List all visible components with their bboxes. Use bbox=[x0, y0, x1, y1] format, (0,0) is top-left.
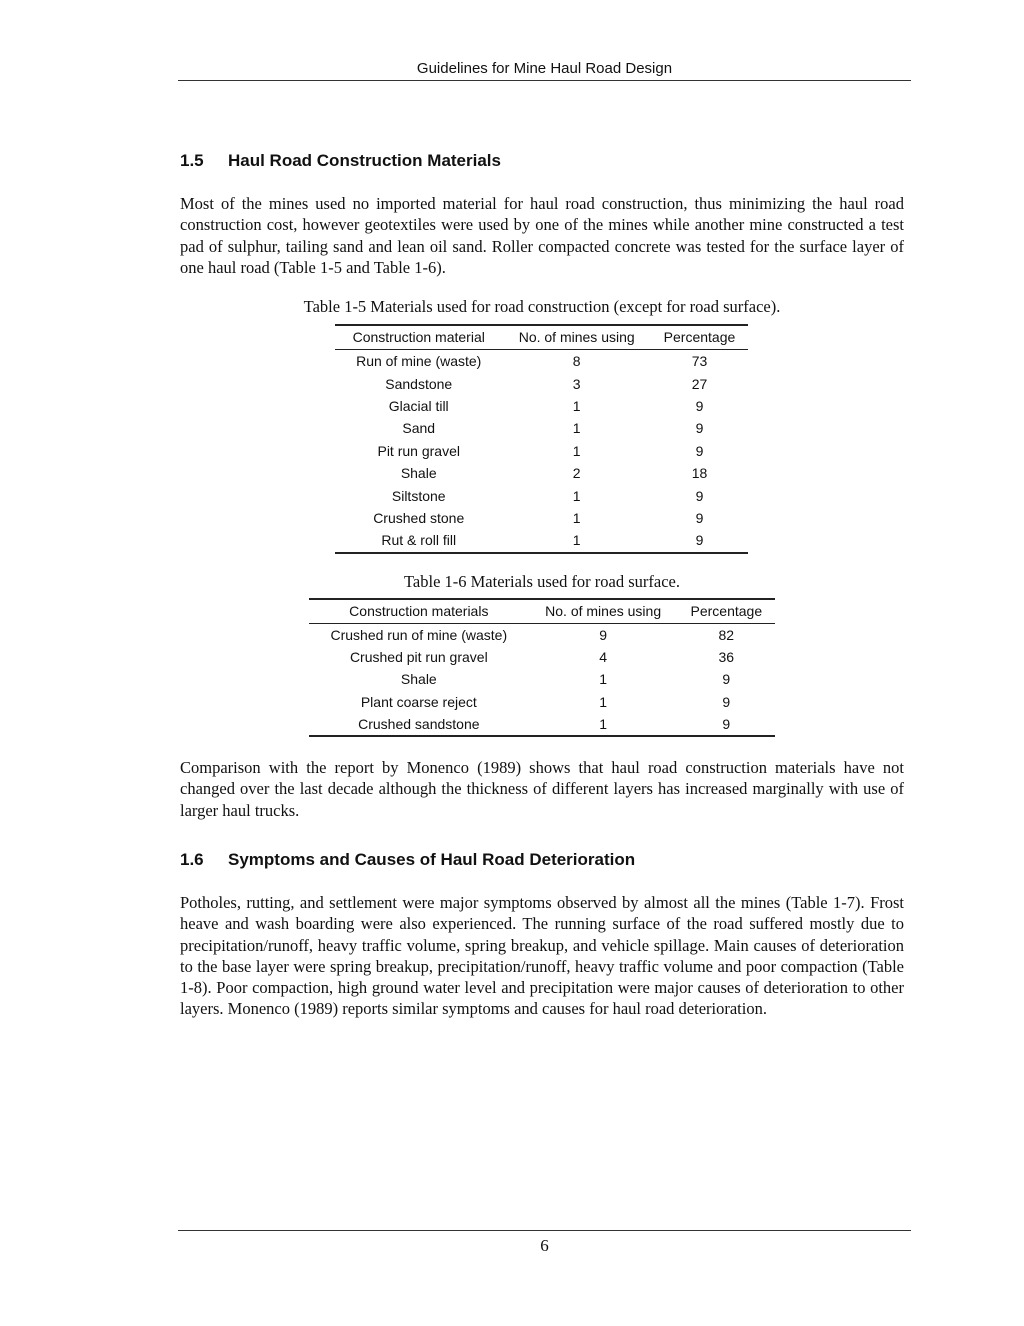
section-heading-1-6 bbox=[180, 850, 635, 870]
material-cell: Shale bbox=[400, 671, 437, 688]
count-cell: 8 bbox=[572, 353, 581, 370]
count-cell: 1 bbox=[599, 671, 608, 688]
column-header: No. of mines using bbox=[529, 599, 678, 624]
material-cell: Shale bbox=[400, 465, 437, 482]
percentage-cell: 73 bbox=[691, 353, 708, 370]
material-cell: Pit run gravel bbox=[377, 442, 460, 459]
section-number: 1.6 bbox=[180, 850, 204, 869]
count-cell: 1 bbox=[529, 713, 678, 736]
column-header: No. of mines using bbox=[502, 325, 651, 350]
table-row bbox=[309, 713, 775, 736]
percentage-cell: 18 bbox=[691, 465, 708, 482]
column-header: Percentage bbox=[678, 599, 775, 624]
material-cell: Plant coarse reject bbox=[360, 693, 477, 710]
comparison-paragraph: Comparison with the report by Monenco (1989) shows that haul road construction materials have not changed over the last decade although the thickness of different layers has increased marginally with use of larger haul trucks. bbox=[180, 758, 904, 820]
running-header: Guidelines for Mine Haul Road Design bbox=[178, 60, 911, 81]
count-cell: 1 bbox=[572, 397, 581, 414]
material-cell: Sandstone bbox=[385, 375, 453, 392]
section-heading-1-5 bbox=[180, 151, 501, 171]
column-header: Construction materials bbox=[309, 599, 529, 624]
percentage-cell: 9 bbox=[695, 442, 704, 459]
table-row bbox=[335, 395, 748, 417]
count-cell: 1 bbox=[599, 693, 608, 710]
table-1-6 bbox=[309, 598, 775, 737]
count-cell: 2 bbox=[572, 465, 581, 482]
page-footer bbox=[178, 1230, 911, 1256]
table-row bbox=[309, 646, 775, 668]
percentage-cell: 9 bbox=[695, 397, 704, 414]
table-row bbox=[309, 668, 775, 690]
table-header-row bbox=[335, 325, 748, 350]
column-header: Construction material bbox=[335, 325, 502, 350]
table-row bbox=[335, 529, 748, 552]
material-cell: Siltstone bbox=[391, 487, 446, 504]
section-title: Haul Road Construction Materials bbox=[228, 151, 501, 170]
table-row bbox=[309, 691, 775, 713]
material-cell: Rut & roll fill bbox=[335, 529, 502, 552]
count-cell: 1 bbox=[572, 442, 581, 459]
table-row bbox=[335, 440, 748, 462]
table-row bbox=[335, 417, 748, 439]
percentage-cell: 9 bbox=[651, 529, 748, 552]
count-cell: 1 bbox=[572, 509, 581, 526]
table-1-6-caption: Table 1-6 Materials used for road surface. bbox=[403, 572, 681, 591]
count-cell: 1 bbox=[572, 487, 581, 504]
percentage-cell: 9 bbox=[722, 671, 731, 688]
percentage-cell: 27 bbox=[691, 375, 708, 392]
count-cell: 4 bbox=[599, 649, 608, 666]
table-row bbox=[335, 507, 748, 529]
table-row bbox=[309, 624, 775, 647]
percentage-cell: 82 bbox=[718, 627, 735, 644]
count-cell: 3 bbox=[572, 375, 581, 392]
percentage-cell: 9 bbox=[695, 509, 704, 526]
material-cell: Crushed pit run gravel bbox=[349, 649, 488, 666]
material-cell: Sand bbox=[402, 420, 436, 437]
table-1-5-caption: Table 1-5 Materials used for road construction (except for road surface). bbox=[303, 297, 781, 316]
section-1-5-paragraph: Most of the mines used no imported material for haul road construction, thus minimizing the haul road construction cost, however geotextiles were used by one of the mines while another mine constructed a test pad of sulphur, tailing sand and lean oil sand. Roller compacted concrete was tested for the surface layer of one haul road (Table 1-5 and Table 1-6). bbox=[180, 194, 904, 277]
table-row bbox=[335, 372, 748, 394]
percentage-cell: 9 bbox=[722, 693, 731, 710]
material-cell: Run of mine (waste) bbox=[356, 353, 482, 370]
table-row bbox=[335, 484, 748, 506]
percentage-cell: 36 bbox=[718, 649, 735, 666]
count-cell: 1 bbox=[572, 420, 581, 437]
table-1-5 bbox=[335, 324, 748, 554]
table-row bbox=[335, 350, 748, 373]
percentage-cell: 9 bbox=[678, 713, 775, 736]
percentage-cell: 9 bbox=[695, 487, 704, 504]
page-number: 6 bbox=[540, 1236, 549, 1255]
section-1-6-paragraph: Potholes, rutting, and settlement were major symptoms observed by almost all the mines (Table 1-7). Frost heave and wash boarding were also experienced. The running surface of the road suffered mostly due to precipitation/runoff, heavy traffic volume, spring breakup, and vehicle spillage. Main causes of deterioration to the base layer were spring breakup, precipitation/runoff, heavy traffic volume and poor compaction (Table 1-8). Poor compaction, high ground water level and precipitation were major causes of deterioration to other layers. Monenco (1989) reports similar symptoms and causes for haul road deterioration. bbox=[180, 893, 904, 1019]
table-header-row bbox=[309, 599, 775, 624]
count-cell: 1 bbox=[502, 529, 651, 552]
material-cell: Crushed sandstone bbox=[309, 713, 529, 736]
material-cell: Crushed stone bbox=[373, 509, 465, 526]
count-cell: 9 bbox=[599, 627, 608, 644]
column-header: Percentage bbox=[651, 325, 748, 350]
section-title: Symptoms and Causes of Haul Road Deterioration bbox=[228, 850, 636, 869]
material-cell: Glacial till bbox=[388, 397, 449, 414]
section-number: 1.5 bbox=[180, 151, 204, 170]
table-row bbox=[335, 462, 748, 484]
percentage-cell: 9 bbox=[695, 420, 704, 437]
material-cell: Crushed run of mine (waste) bbox=[330, 627, 508, 644]
